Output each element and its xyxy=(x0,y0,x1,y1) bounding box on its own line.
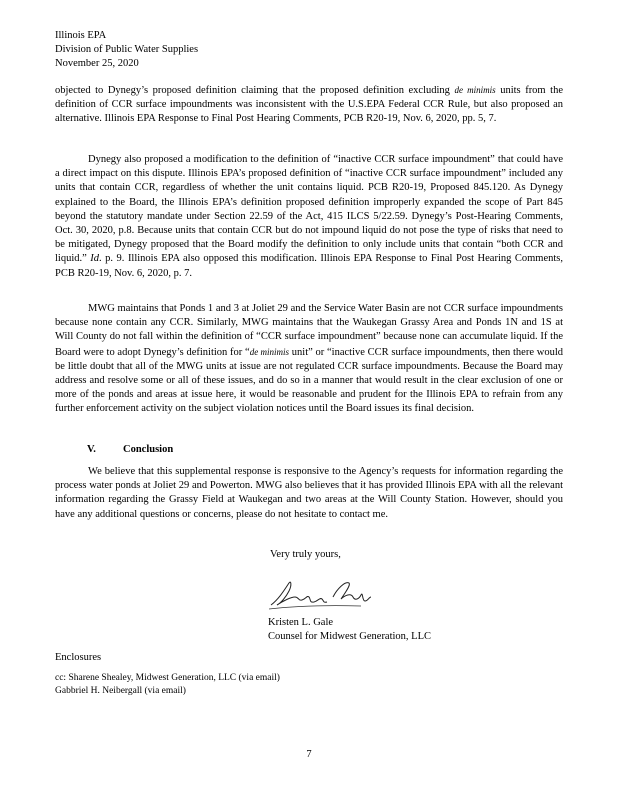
cc-list xyxy=(55,672,280,698)
section-number: V. xyxy=(87,444,96,455)
section-title: Conclusion xyxy=(123,444,174,455)
header-agency: Illinois EPA xyxy=(55,30,107,41)
italic-term: de minimis xyxy=(249,346,290,357)
page-number: 7 xyxy=(306,749,312,760)
cc-line: cc: Sharene Shealey, Midwest Generation, LLC (via email) xyxy=(55,673,280,683)
header-date: November 25, 2020 xyxy=(55,58,139,69)
closing-salutation: Very truly yours, xyxy=(270,549,341,560)
italic-term: de minimis xyxy=(454,85,496,95)
enclosures-note: Enclosures xyxy=(55,652,102,663)
italic-citation: Id xyxy=(90,253,100,265)
section-heading xyxy=(87,444,173,455)
signer-block xyxy=(268,616,431,644)
paragraph-4: We believe that this supplemental response is responsive to the Agency’s requests for information regarding the process water ponds at Joliet 29 and Powerton. MWG also believes that it has provided Illinois EPA with all the relevant information regarding the Grassy Field at Waukegan and two areas at the Will County Station. However, should you have any additional questions or concerns, please do not hesitate to contact me. xyxy=(55,466,563,520)
letter-header xyxy=(55,29,198,71)
signature-image xyxy=(265,575,375,613)
signer-title: Counsel for Midwest Generation, LLC xyxy=(268,631,432,642)
header-division: Division of Public Water Supplies xyxy=(55,44,199,55)
paragraph-2: Dynegy also proposed a modification to the definition of “inactive CCR surface impoundment” that could have a direct impact on this dispute. Illinois EPA’s proposed definition of “inactive CCR surface impoundment” included any units that contain CCR, regardless of whether the unit contains liquid. PCB R20-19, Proposed 845.120. As Dynegy explained to the Board, the Illinois EPA’s definition proposed definition improperly expanded the scope of Part 845 beyond the statutory mandate under Section 22.59 of the Act, 415 ILCS 5/22.59. Dynegy’s Post-Hearing Comments, Oct. 30, 2020, p.8. Because units that contain CCR but do not impound liquid do not pose the type of risks that need to be mitigated, Dynegy proposed that the Board modify the definition to only include units that contain “both CCR and liquid.” Id. p. 9. Illinois EPA also opposed this modification. Illinois EPA Response to Final Post Hearing Comments, PCB R20-19, Nov. 6, 2020, p. 7. xyxy=(55,154,563,279)
paragraph-3: MWG maintains that Ponds 1 and 3 at Joliet 29 and the Service Water Basin are not CCR surface impoundments because none contain any CCR. Similarly, MWG maintains that the Waukegan Grassy Area and Ponds 1N and 1S at Will County do not fall within the definition of “CCR surface impoundment” because none can accumulate liquid. If the Board were to adopt Dynegy’s definition for “de minimis unit” or “inactive CCR surface impoundments, then there would be little doubt that all of the MWG units at issue are not regulated CCR surface impoundments. Because the Board may address and resolve some or all of these issues, and do so in a manner that would result in the clear exclusion of one or more of the ponds and areas at issue here, it would be reasonable and prudent for the Illinois EPA to refrain from any further enforcement activity on the subject violation notices until the Board issues its final decision. xyxy=(55,303,563,415)
signer-name: Kristen L. Gale xyxy=(268,617,334,628)
cc-line: Gabbriel H. Neibergall (via email) xyxy=(55,686,186,696)
paragraph-1: objected to Dynegy’s proposed definition claiming that the proposed definition excluding de minimis units from the definition of CCR surface impoundments was inconsistent with the U.S.EPA Federal CCR Rule, but also proposed an alternative. Illinois EPA Response to Final Post Hearing Comments, PCB R20-19, Nov. 6, 2020, pp. 5, 7. xyxy=(55,85,563,125)
